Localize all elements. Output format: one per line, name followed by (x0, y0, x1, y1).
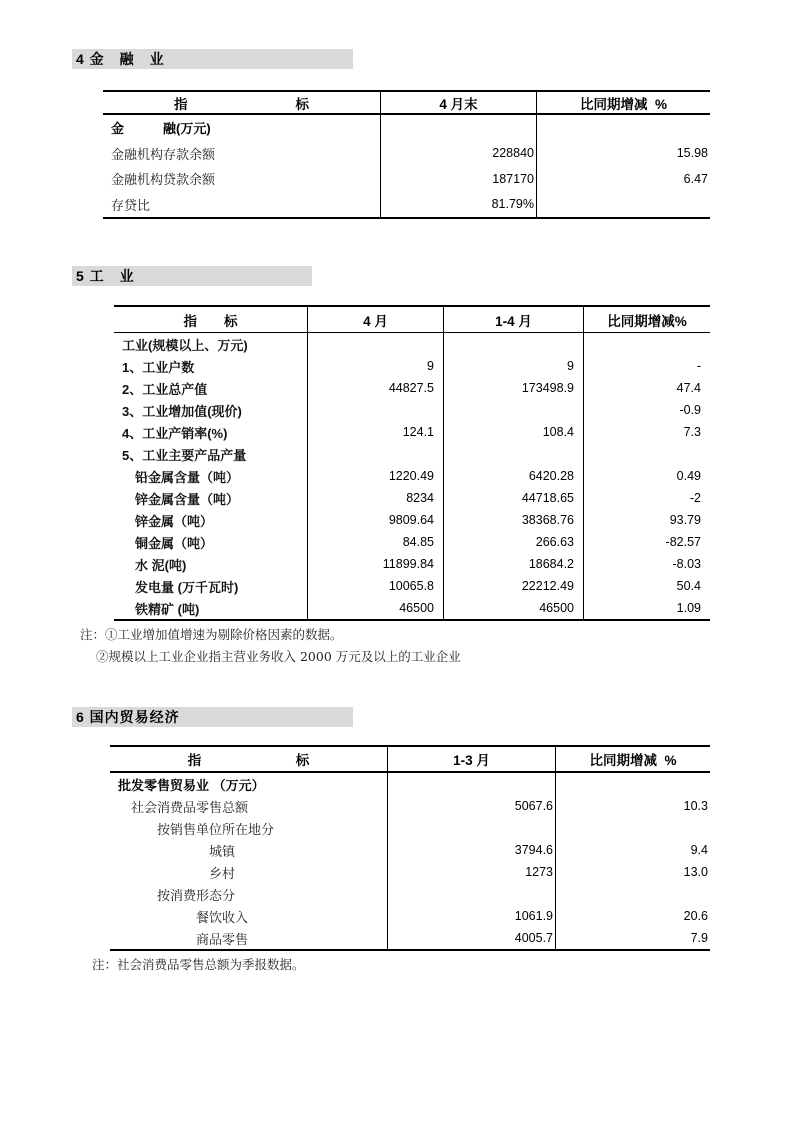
cell-value: 44718.65 (443, 487, 583, 509)
row-label: 铜金属（吨） (135, 535, 214, 551)
cell-value (555, 883, 710, 905)
cell-value (307, 399, 443, 421)
row-label: 锌金属（吨） (135, 513, 214, 529)
cell-value: 6420.28 (443, 465, 583, 487)
row-label: 按销售单位所在地分 (157, 821, 275, 837)
header-cell: 比同期增减 % (536, 92, 710, 115)
row-label: 5、工业主要产品产量 (122, 447, 247, 463)
cell-value: 4005.7 (387, 927, 555, 949)
row-label: 1、工业户数 (122, 359, 195, 375)
header-cell: 1-3 月 (387, 747, 555, 773)
cell-value: 5067.6 (387, 795, 555, 817)
cell-value: 10065.8 (307, 575, 443, 597)
header-cell: 指 标 (103, 92, 380, 115)
cell-value: 228840 (380, 141, 536, 167)
row-label: 商品零售 (196, 931, 249, 947)
cell-value: 10.3 (555, 795, 710, 817)
cell-value: 9809.64 (307, 509, 443, 531)
industry-table-note-1: 注：①工业增加值增速为剔除价格因素的数据。 (80, 627, 343, 642)
cell-value: 93.79 (583, 509, 710, 531)
cell-value: 11899.84 (307, 553, 443, 575)
industry-table (114, 305, 710, 621)
cell-value: 173498.9 (443, 377, 583, 399)
cell-value: 3794.6 (387, 839, 555, 861)
cell-value: 124.1 (307, 421, 443, 443)
cell-value: -82.57 (583, 531, 710, 553)
cell-value: - (583, 355, 710, 377)
cell-value: -0.9 (583, 399, 710, 421)
cell-value: 1220.49 (307, 465, 443, 487)
row-label: 批发零售贸易业 （万元） (118, 777, 265, 793)
cell-value: 22212.49 (443, 575, 583, 597)
cell-value (307, 333, 443, 355)
cell-value: 9 (443, 355, 583, 377)
row-label: 按消费形态分 (157, 887, 236, 903)
row-label: 发电量 (万千瓦时) (135, 579, 239, 595)
cell-value: 20.6 (555, 905, 710, 927)
industry-table-note-2: ②规模以上工业企业指主营业务收入 2000 万元及以上的工业企业 (96, 649, 461, 664)
cell-value: -8.03 (583, 553, 710, 575)
cell-value: 46500 (443, 597, 583, 619)
cell-value: 18684.2 (443, 553, 583, 575)
row-label: 餐饮收入 (196, 909, 249, 925)
cell-value: 1.09 (583, 597, 710, 619)
row-label: 锌金属含量（吨） (135, 491, 240, 507)
cell-value (536, 115, 710, 141)
trade-table (110, 745, 710, 951)
cell-value (443, 399, 583, 421)
header-cell: 指 标 (110, 747, 387, 773)
header-cell: 1-4 月 (443, 307, 583, 333)
cell-value (583, 443, 710, 465)
cell-value: 15.98 (536, 141, 710, 167)
row-label: 4、工业产销率(%) (122, 425, 228, 441)
cell-value: 46500 (307, 597, 443, 619)
cell-value: 7.9 (555, 927, 710, 949)
cell-value: 6.47 (536, 166, 710, 192)
cell-value: 9 (307, 355, 443, 377)
cell-value: 187170 (380, 166, 536, 192)
row-label: 乡村 (209, 865, 236, 881)
cell-value: 81.79% (380, 192, 536, 218)
cell-value: 0.49 (583, 465, 710, 487)
section-heading-industry: 5 工 业 (72, 266, 312, 286)
cell-value: -2 (583, 487, 710, 509)
row-label: 工业(规模以上、万元) (122, 337, 248, 353)
header-cell: 比同期增减% (583, 307, 710, 333)
row-label: 铅金属含量（吨） (135, 469, 240, 485)
header-cell: 指 标 (114, 307, 307, 333)
cell-value: 7.3 (583, 421, 710, 443)
finance-table (103, 90, 710, 219)
cell-value (443, 333, 583, 355)
cell-value (536, 192, 710, 218)
cell-value: 1061.9 (387, 905, 555, 927)
cell-value (583, 333, 710, 355)
cell-value: 44827.5 (307, 377, 443, 399)
cell-value (443, 443, 583, 465)
cell-value: 47.4 (583, 377, 710, 399)
cell-value (307, 443, 443, 465)
cell-value: 266.63 (443, 531, 583, 553)
cell-value (387, 773, 555, 795)
row-label: 铁精矿 (吨) (135, 601, 200, 617)
trade-table-note: 注：社会消费品零售总额为季报数据。 (92, 957, 305, 972)
cell-value: 8234 (307, 487, 443, 509)
cell-value (555, 773, 710, 795)
cell-value: 108.4 (443, 421, 583, 443)
cell-value: 50.4 (583, 575, 710, 597)
cell-value (387, 817, 555, 839)
cell-value (387, 883, 555, 905)
section-heading-finance: 4 金 融 业 (72, 49, 353, 69)
cell-value: 13.0 (555, 861, 710, 883)
cell-value: 9.4 (555, 839, 710, 861)
cell-value (555, 817, 710, 839)
header-cell: 比同期增减 % (555, 747, 710, 773)
cell-value (380, 115, 536, 141)
row-label: 水 泥(吨) (135, 557, 187, 573)
row-label: 金 融(万元) (111, 121, 211, 137)
header-cell: 4 月 (307, 307, 443, 333)
section-heading-trade: 6 国内贸易经济 (72, 707, 353, 727)
cell-value: 84.85 (307, 531, 443, 553)
row-label: 2、工业总产值 (122, 381, 208, 397)
row-label: 金融机构贷款余额 (111, 172, 216, 188)
row-label: 金融机构存款余额 (111, 146, 216, 162)
row-label: 存贷比 (111, 197, 151, 213)
header-cell: 4 月末 (380, 92, 536, 115)
row-label: 社会消费品零售总额 (131, 799, 249, 815)
row-label: 城镇 (209, 843, 236, 859)
cell-value: 1273 (387, 861, 555, 883)
cell-value: 38368.76 (443, 509, 583, 531)
row-label: 3、工业增加值(现价) (122, 403, 242, 419)
